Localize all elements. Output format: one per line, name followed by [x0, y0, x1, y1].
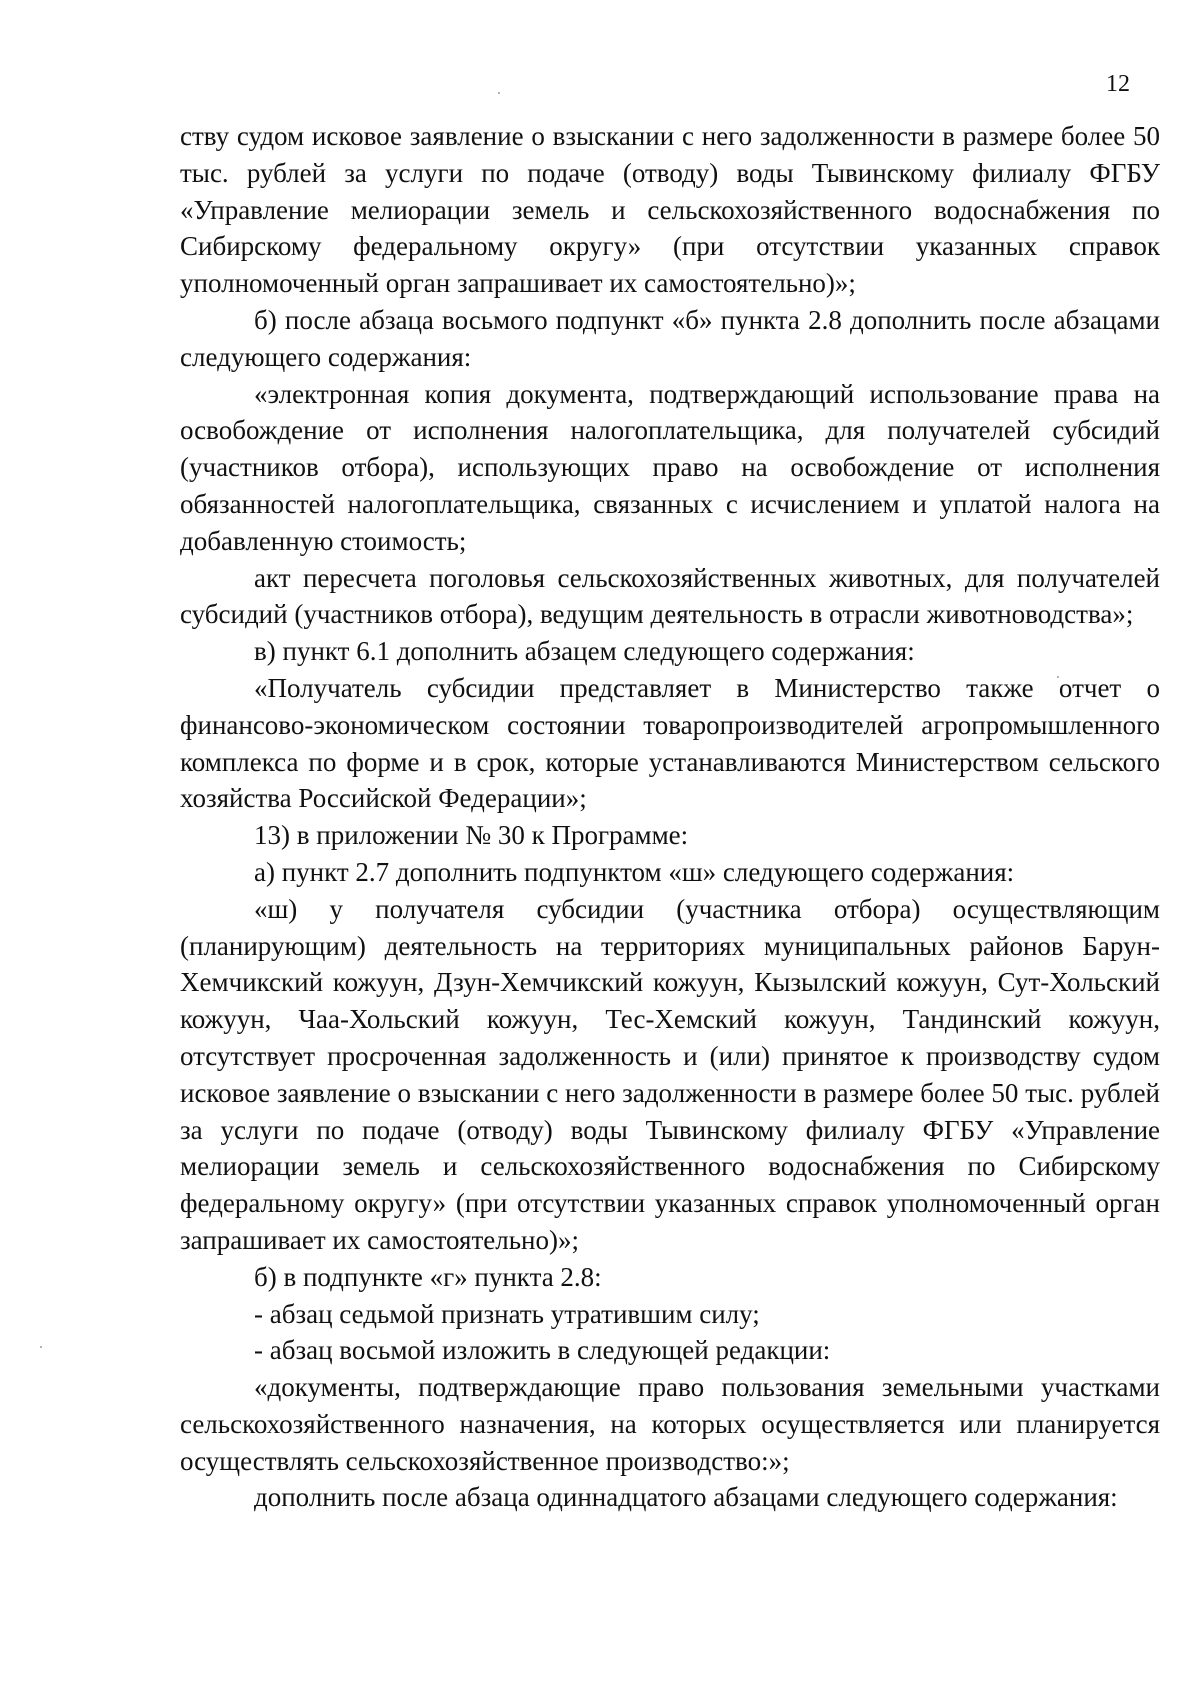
paragraph: акт пересчета поголовья сельскохозяйственных животных, для получателей субсидий (участников отбора), ведущим деятельность в отрасли животноводства»; [180, 562, 1160, 630]
scan-speck [498, 92, 500, 94]
paragraph: - абзац седьмой признать утратившим силу; [254, 1298, 760, 1329]
document-body [180, 118, 1160, 1516]
page-number: 12 [1106, 71, 1130, 97]
paragraph: в) пункт 6.1 дополнить абзацем следующего содержания: [254, 636, 915, 667]
paragraph: 13) в приложении № 30 к Программе: [254, 820, 689, 851]
paragraph: «электронная копия документа, подтверждающий использование права на освобождение от исполнения налогоплательщика, для получателей субсидий (участников отбора), использующих право на освобождение от исполнения обязанностей налогоплательщика, связанных с исчислением и уплатой налога на добавленную стоимость; [180, 378, 1160, 556]
paragraph: - абзац восьмой изложить в следующей редакции: [254, 1335, 831, 1366]
paragraph: «ш) у получателя субсидии (участника отбора) осуществляющим (планирующим) деятельность на территориях муниципальных районов Барун-Хемчикский кожуун, Дзун-Хемчикский кожуун, Кызылский кожуун, Сут-Хольский кожуун, Чаа-Хольский кожуун, Тес-Хемский кожуун, Тандинский кожуун, отсутствует просроченная задолженность и (или) принятое к производству судом исковое заявление о взыскании с него задолженности в размере более 50 тыс. рублей за услуги по подаче (отводу) воды Тывинскому филиалу ФГБУ «Управление мелиорации земель и сельскохозяйственного водоснабжения по Сибирскому федеральному округу» (при отсутствии указанных справок уполномоченный орган запрашивает их самостоятельно)»; [180, 893, 1160, 1255]
paragraph: «документы, подтверждающие право пользования земельными участками сельскохозяйственного назначения, на которых осуществляется или планируется осуществлять сельскохозяйственное производство:»; [180, 1372, 1160, 1476]
paragraph: б) после абзаца восьмого подпункт «б» пункта 2.8 дополнить после абзацами следующего содержания: [180, 304, 1160, 372]
paragraph: б) в подпункте «г» пункта 2.8: [254, 1261, 602, 1292]
scan-speck [40, 1346, 42, 1348]
paragraph-continuation: ству судом исковое заявление о взыскании с него задолженности в размере более 50 тыс. рублей за услуги по подаче (отводу) воды Тывинскому филиалу ФГБУ «Управление мелиорации земель и сельскохозяйственного водоснабжения по Сибирскому федеральному округу» (при отсутствии указанных справок уполномоченный орган запрашивает их самостоятельно)»; [180, 121, 1160, 299]
paragraph: дополнить после абзаца одиннадцатого абзацами следующего содержания: [254, 1482, 1118, 1513]
paragraph: а) пункт 2.7 дополнить подпунктом «ш» следующего содержания: [254, 856, 1015, 887]
paragraph: «Получатель субсидии представляет в Министерство также отчет о финансово-экономическом состоянии товаропроизводителей агропромышленного комплекса по форме и в срок, которые устанавливаются Министерством сельского хозяйства Российской Федерации»; [180, 672, 1160, 814]
